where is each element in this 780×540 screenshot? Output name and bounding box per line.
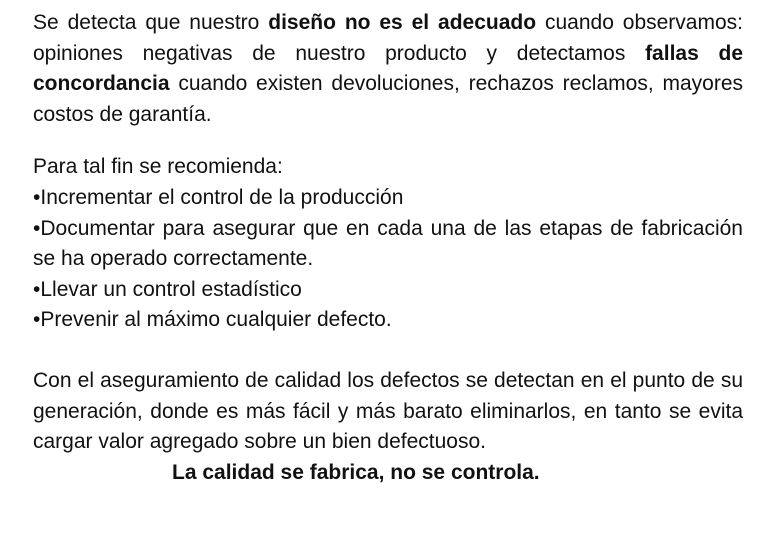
paragraph-text: Se detecta que nuestro (33, 11, 269, 34)
bullet-text: Documentar para asegurar que en cada una de las etapas de fabricación se ha operado correctamente. (33, 216, 743, 271)
bullet-icon: • (33, 185, 41, 209)
bullet-icon: • (33, 277, 41, 301)
emphasis-design: diseño no es el adecuado (268, 11, 537, 34)
recommendations-intro: Para tal fin se recomienda: (33, 155, 283, 179)
closing-statement: La calidad se fabrica, no se controla. (172, 460, 540, 484)
paragraph-text: cuando observamos: opiniones negativas de nuestro producto y detectamos (33, 11, 743, 65)
bullet-item (33, 305, 743, 336)
bullet-text: Incrementar el control de la producción (40, 185, 404, 209)
bullet-text: Prevenir al máximo cualquier defecto. (40, 308, 392, 332)
paragraph-text: cuando existen devoluciones, rechazos reclamos, mayores costos de garantía. (33, 72, 743, 126)
document-body (33, 8, 743, 488)
paragraph-diagnosis (33, 8, 743, 130)
bullet-item (33, 183, 743, 214)
emphasis-concordance: fallas de concordancia (33, 41, 743, 96)
bullet-item (33, 275, 743, 306)
bullet-text: Llevar un control estadístico (40, 277, 302, 301)
recommendations-block (33, 152, 743, 336)
bullet-icon: • (33, 216, 41, 240)
bullet-item (33, 214, 743, 275)
bullet-icon: • (33, 308, 41, 332)
paragraph-quality-assurance: Con el aseguramiento de calidad los defectos se detectan en el punto de su generación, donde es más fácil y más barato eliminarlos, en tanto se evita cargar valor agregado sobre un bien defectuoso. (33, 368, 743, 454)
